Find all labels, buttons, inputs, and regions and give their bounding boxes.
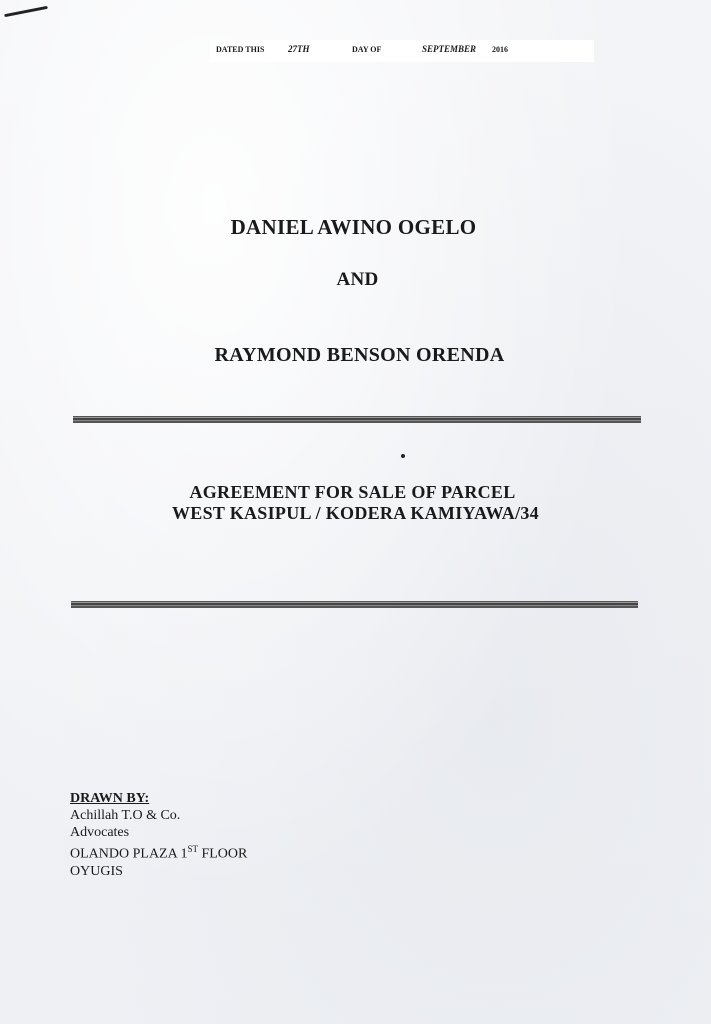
drawn-by-address — [70, 841, 247, 863]
pen-mark — [4, 6, 48, 17]
agreement-title-line2: WEST KASIPUL / KODERA KAMIYAWA/34 — [172, 503, 539, 523]
drawn-by-town: OYUGIS — [70, 863, 123, 879]
address-main: OLANDO PLAZA 1 — [70, 846, 188, 862]
day-of-label: DAY OF — [352, 45, 382, 54]
divider-top — [73, 416, 641, 423]
dated-month: SEPTEMBER — [422, 44, 477, 54]
dated-label: DATED THIS — [216, 45, 265, 54]
drawn-by-firm: Achillah T.O & Co. — [70, 808, 181, 823]
address-superscript: ST — [187, 844, 198, 854]
drawn-by-heading: DRAWN BY: — [70, 791, 150, 806]
agreement-title-line1: AGREEMENT FOR SALE OF PARCEL — [189, 482, 516, 502]
dated-day: 27TH — [288, 44, 310, 54]
dated-line — [210, 40, 594, 62]
conjunction-and: AND — [336, 269, 379, 290]
drawn-by-role: Advocates — [70, 825, 130, 840]
divider-bottom — [71, 601, 638, 608]
dated-year: 2016 — [492, 45, 508, 54]
drawn-by-block — [70, 790, 247, 880]
address-tail: FLOOR — [197, 846, 248, 862]
party-one-name: DANIEL AWINO OGELO — [230, 215, 477, 239]
party-two-name: RAYMOND BENSON ORENDA — [214, 344, 505, 366]
ink-dot — [401, 454, 405, 458]
